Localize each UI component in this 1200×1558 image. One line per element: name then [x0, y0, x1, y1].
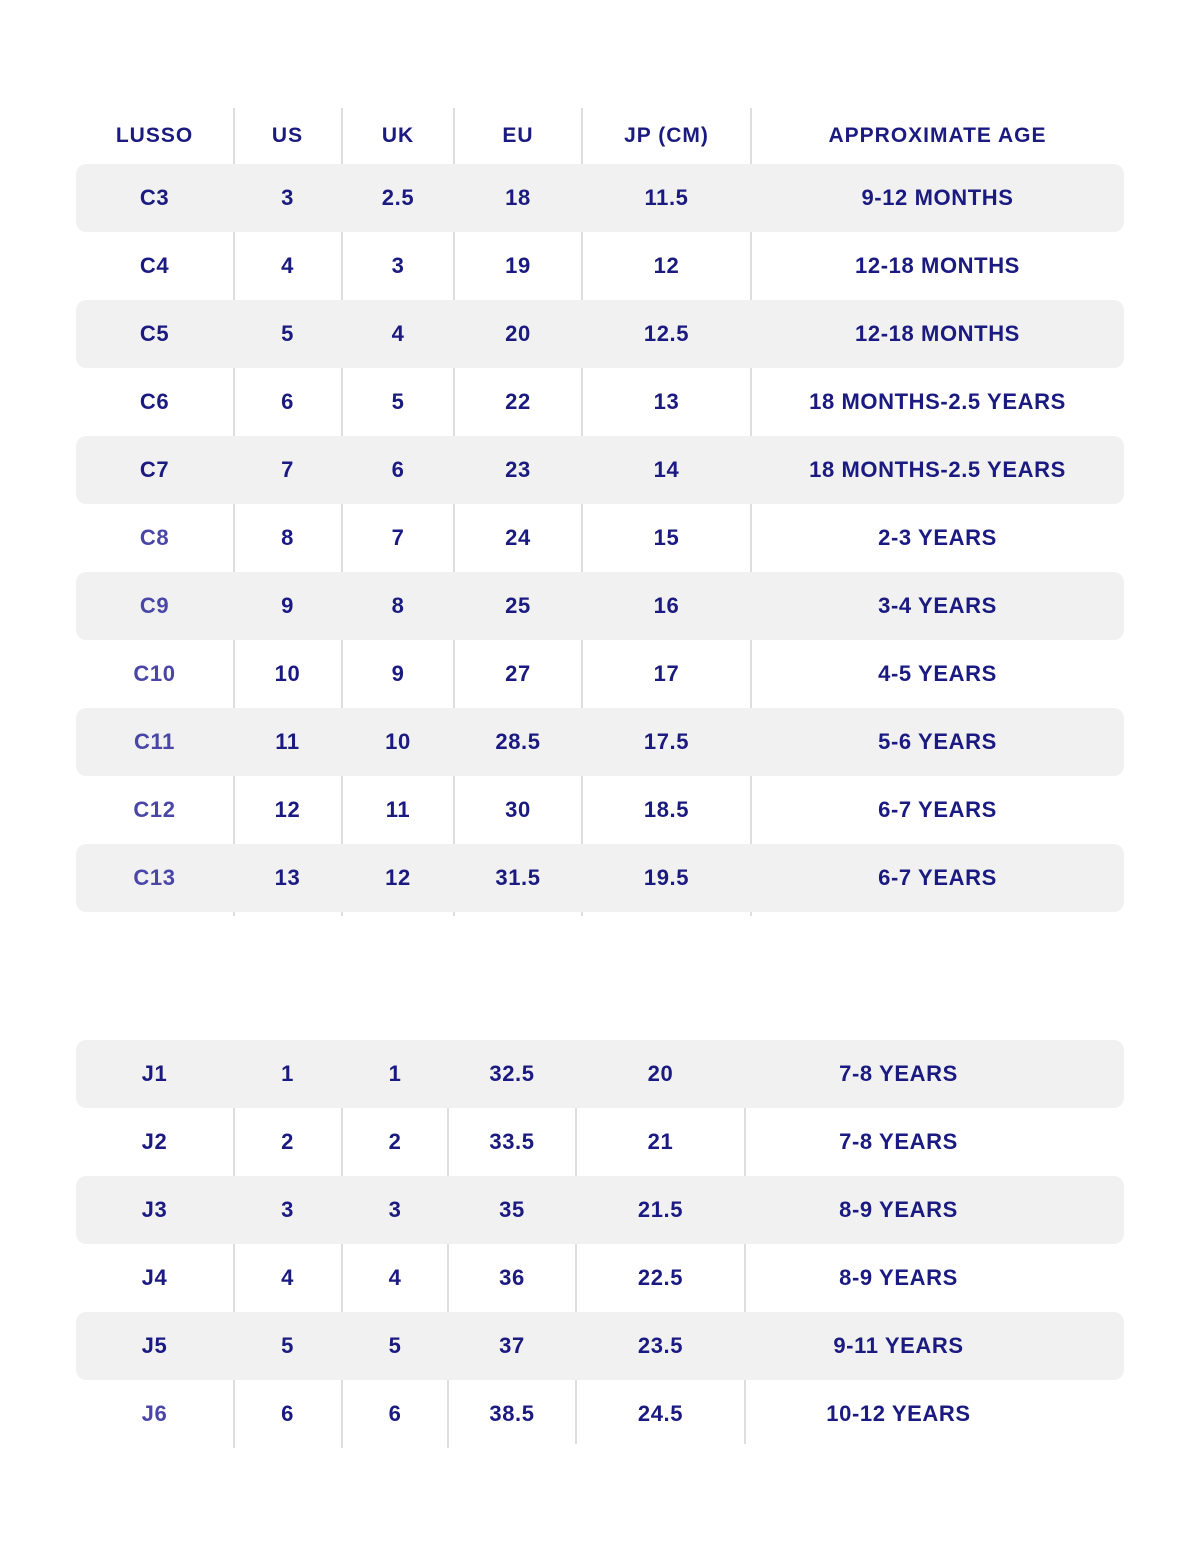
uk-size: 7 [391, 525, 405, 550]
lusso-size: C6 [139, 389, 170, 414]
us-size: 5 [281, 321, 294, 346]
lusso-size: C13 [133, 865, 176, 890]
lusso-size: C9 [139, 593, 170, 618]
us-size: 6 [281, 389, 294, 414]
table-row [76, 572, 1124, 640]
lusso-size: C5 [139, 321, 170, 346]
uk-size: 3 [388, 1197, 402, 1222]
lusso-size: C11 [134, 729, 175, 754]
us-size: 11 [275, 729, 300, 754]
eu-size: 18 [505, 185, 531, 210]
us-size: 6 [281, 1401, 294, 1426]
table-row [76, 436, 1124, 504]
eu-size: 19 [505, 253, 531, 278]
lusso-size: J2 [141, 1129, 168, 1154]
eu-size: 27 [505, 661, 531, 686]
jp-size: 22.5 [637, 1265, 684, 1290]
table-row [76, 1040, 1124, 1108]
us-size: 10 [274, 661, 301, 686]
jp-size: 19.5 [643, 865, 690, 890]
approximate-age: 3-4 YEARS [878, 593, 997, 618]
us-size: 9 [281, 593, 294, 618]
jp-size: 23.5 [637, 1333, 684, 1358]
table-row [76, 776, 1124, 844]
lusso-size: J3 [141, 1197, 168, 1222]
jp-size: 12.5 [643, 321, 690, 346]
jp-size: 17 [653, 661, 680, 686]
uk-size: 4 [391, 321, 405, 346]
jp-size: 21.5 [637, 1197, 684, 1222]
us-size: 12 [274, 797, 301, 822]
approximate-age: 12-18 MONTHS [855, 321, 1020, 346]
us-size: 4 [281, 1265, 294, 1290]
approximate-age: 18 MONTHS-2.5 YEARS [809, 457, 1066, 482]
approximate-age: 18 MONTHS-2.5 YEARS [809, 389, 1066, 414]
us-size: 3 [281, 185, 294, 210]
table-row [76, 1380, 1124, 1448]
table-row [76, 504, 1124, 572]
table-row [76, 1312, 1124, 1380]
table-row [76, 1108, 1124, 1176]
table-row [76, 1244, 1124, 1312]
eu-size: 32.5 [489, 1061, 535, 1086]
jp-size: 15 [653, 525, 680, 550]
us-size: 3 [281, 1197, 294, 1222]
jp-size: 17.5 [643, 729, 690, 754]
junior-size-table [76, 1040, 1124, 1448]
uk-size: 1 [388, 1061, 402, 1086]
uk-size: 9 [391, 661, 405, 686]
lusso-size: J4 [141, 1265, 168, 1290]
uk-size: 2 [388, 1129, 402, 1154]
approximate-age: 6-7 YEARS [878, 865, 997, 890]
approximate-age: 4-5 YEARS [878, 661, 997, 686]
lusso-size: C3 [139, 185, 170, 210]
table-row [76, 232, 1124, 300]
uk-size: 6 [388, 1401, 402, 1426]
children-size-table [76, 108, 1124, 912]
jp-size: 24.5 [637, 1401, 684, 1426]
approximate-age: 7-8 YEARS [839, 1129, 958, 1154]
table-header-row [76, 108, 1124, 164]
header-jp: JP (CM) [624, 124, 709, 147]
jp-size: 11.5 [644, 185, 689, 210]
uk-size: 10 [385, 729, 411, 754]
us-size: 13 [274, 865, 301, 890]
jp-size: 18.5 [643, 797, 690, 822]
lusso-size: J6 [141, 1401, 168, 1426]
header-eu: EU [502, 124, 534, 147]
lusso-size: C4 [139, 253, 170, 278]
eu-size: 24 [505, 525, 531, 550]
uk-size: 2.5 [381, 185, 415, 210]
approximate-age: 9-11 YEARS [833, 1333, 964, 1358]
lusso-size: C12 [133, 797, 176, 822]
eu-size: 20 [505, 321, 531, 346]
approximate-age: 6-7 YEARS [878, 797, 997, 822]
lusso-size: C10 [133, 661, 176, 686]
jp-size: 14 [653, 457, 680, 482]
uk-size: 8 [391, 593, 405, 618]
approximate-age: 12-18 MONTHS [855, 253, 1020, 278]
eu-size: 30 [505, 797, 531, 822]
lusso-size: J1 [141, 1061, 168, 1086]
table-row [76, 164, 1124, 232]
approximate-age: 2-3 YEARS [878, 525, 997, 550]
header-us: US [271, 124, 304, 147]
table-row [76, 1176, 1124, 1244]
uk-size: 4 [388, 1265, 402, 1290]
eu-size: 35 [499, 1197, 525, 1222]
eu-size: 22 [505, 389, 531, 414]
header-age: APPROXIMATE AGE [828, 124, 1047, 147]
table-row [76, 368, 1124, 436]
jp-size: 12 [653, 253, 680, 278]
us-size: 1 [281, 1061, 294, 1086]
jp-size: 20 [647, 1061, 674, 1086]
table-row [76, 300, 1124, 368]
us-size: 7 [281, 457, 294, 482]
us-size: 4 [281, 253, 294, 278]
approximate-age: 9-12 MONTHS [861, 185, 1014, 210]
approximate-age: 8-9 YEARS [839, 1265, 958, 1290]
eu-size: 37 [499, 1333, 525, 1358]
table-row [76, 844, 1124, 912]
us-size: 2 [281, 1129, 294, 1154]
lusso-size: C8 [139, 525, 170, 550]
uk-size: 3 [391, 253, 405, 278]
uk-size: 5 [391, 389, 405, 414]
table-row [76, 708, 1124, 776]
table-row [76, 640, 1124, 708]
jp-size: 13 [653, 389, 680, 414]
approximate-age: 8-9 YEARS [839, 1197, 958, 1222]
eu-size: 23 [505, 457, 531, 482]
uk-size: 6 [391, 457, 405, 482]
header-lusso: LUSSO [115, 124, 194, 147]
uk-size: 11 [385, 797, 411, 822]
uk-size: 5 [388, 1333, 402, 1358]
us-size: 5 [281, 1333, 294, 1358]
eu-size: 31.5 [495, 865, 541, 890]
approximate-age: 7-8 YEARS [839, 1061, 958, 1086]
eu-size: 38.5 [489, 1401, 535, 1426]
eu-size: 28.5 [495, 729, 541, 754]
header-uk: UK [381, 124, 415, 147]
jp-size: 21 [647, 1129, 674, 1154]
eu-size: 36 [499, 1265, 525, 1290]
jp-size: 16 [653, 593, 680, 618]
lusso-size: C7 [139, 457, 170, 482]
uk-size: 12 [385, 865, 411, 890]
approximate-age: 5-6 YEARS [878, 729, 997, 754]
approximate-age: 10-12 YEARS [826, 1401, 971, 1426]
eu-size: 25 [505, 593, 531, 618]
lusso-size: J5 [141, 1333, 168, 1358]
us-size: 8 [281, 525, 294, 550]
eu-size: 33.5 [489, 1129, 535, 1154]
